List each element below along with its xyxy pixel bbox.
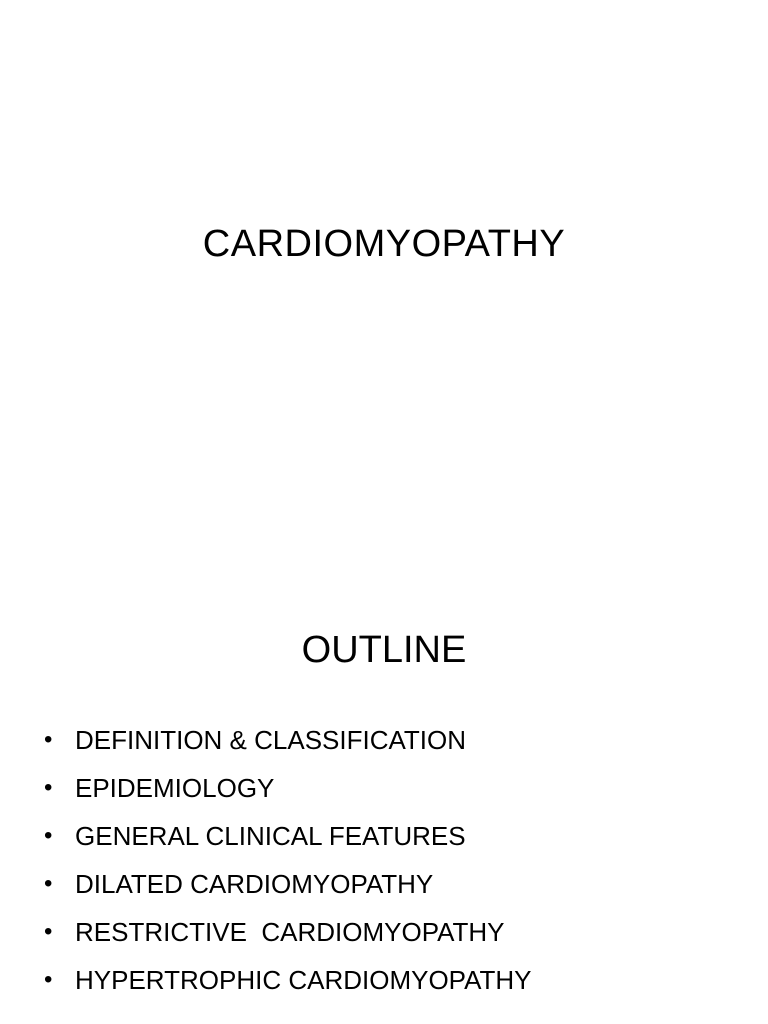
outline-list: [44, 716, 532, 1004]
outline-item-label: EPIDEMIOLOGY: [75, 773, 275, 803]
outline-item-label: DEFINITION & CLASSIFICATION: [75, 725, 467, 755]
outline-item-label: DILATED CARDIOMYOPATHY: [75, 869, 434, 899]
bullet-icon: •: [44, 918, 53, 945]
outline-item-label: RESTRICTIVE CARDIOMYOPATHY: [75, 917, 505, 947]
outline-item-label: GENERAL CLINICAL FEATURES: [75, 821, 466, 851]
bullet-icon: •: [44, 726, 53, 753]
outline-item-label: HYPERTROPHIC CARDIOMYOPATHY: [75, 965, 532, 995]
outline-item: [44, 716, 532, 764]
slide-title: CARDIOMYOPATHY: [202, 223, 566, 265]
outline-item: [44, 812, 532, 860]
bullet-icon: •: [44, 966, 53, 993]
bullet-icon: •: [44, 822, 53, 849]
bullet-icon: •: [44, 870, 53, 897]
bullet-icon: •: [44, 774, 53, 801]
outline-item: [44, 908, 532, 956]
outline-item: [44, 764, 532, 812]
outline-slide: [0, 576, 768, 1024]
outline-item: [44, 860, 532, 908]
outline-item: [44, 956, 532, 1004]
outline-title: OUTLINE: [301, 629, 467, 671]
